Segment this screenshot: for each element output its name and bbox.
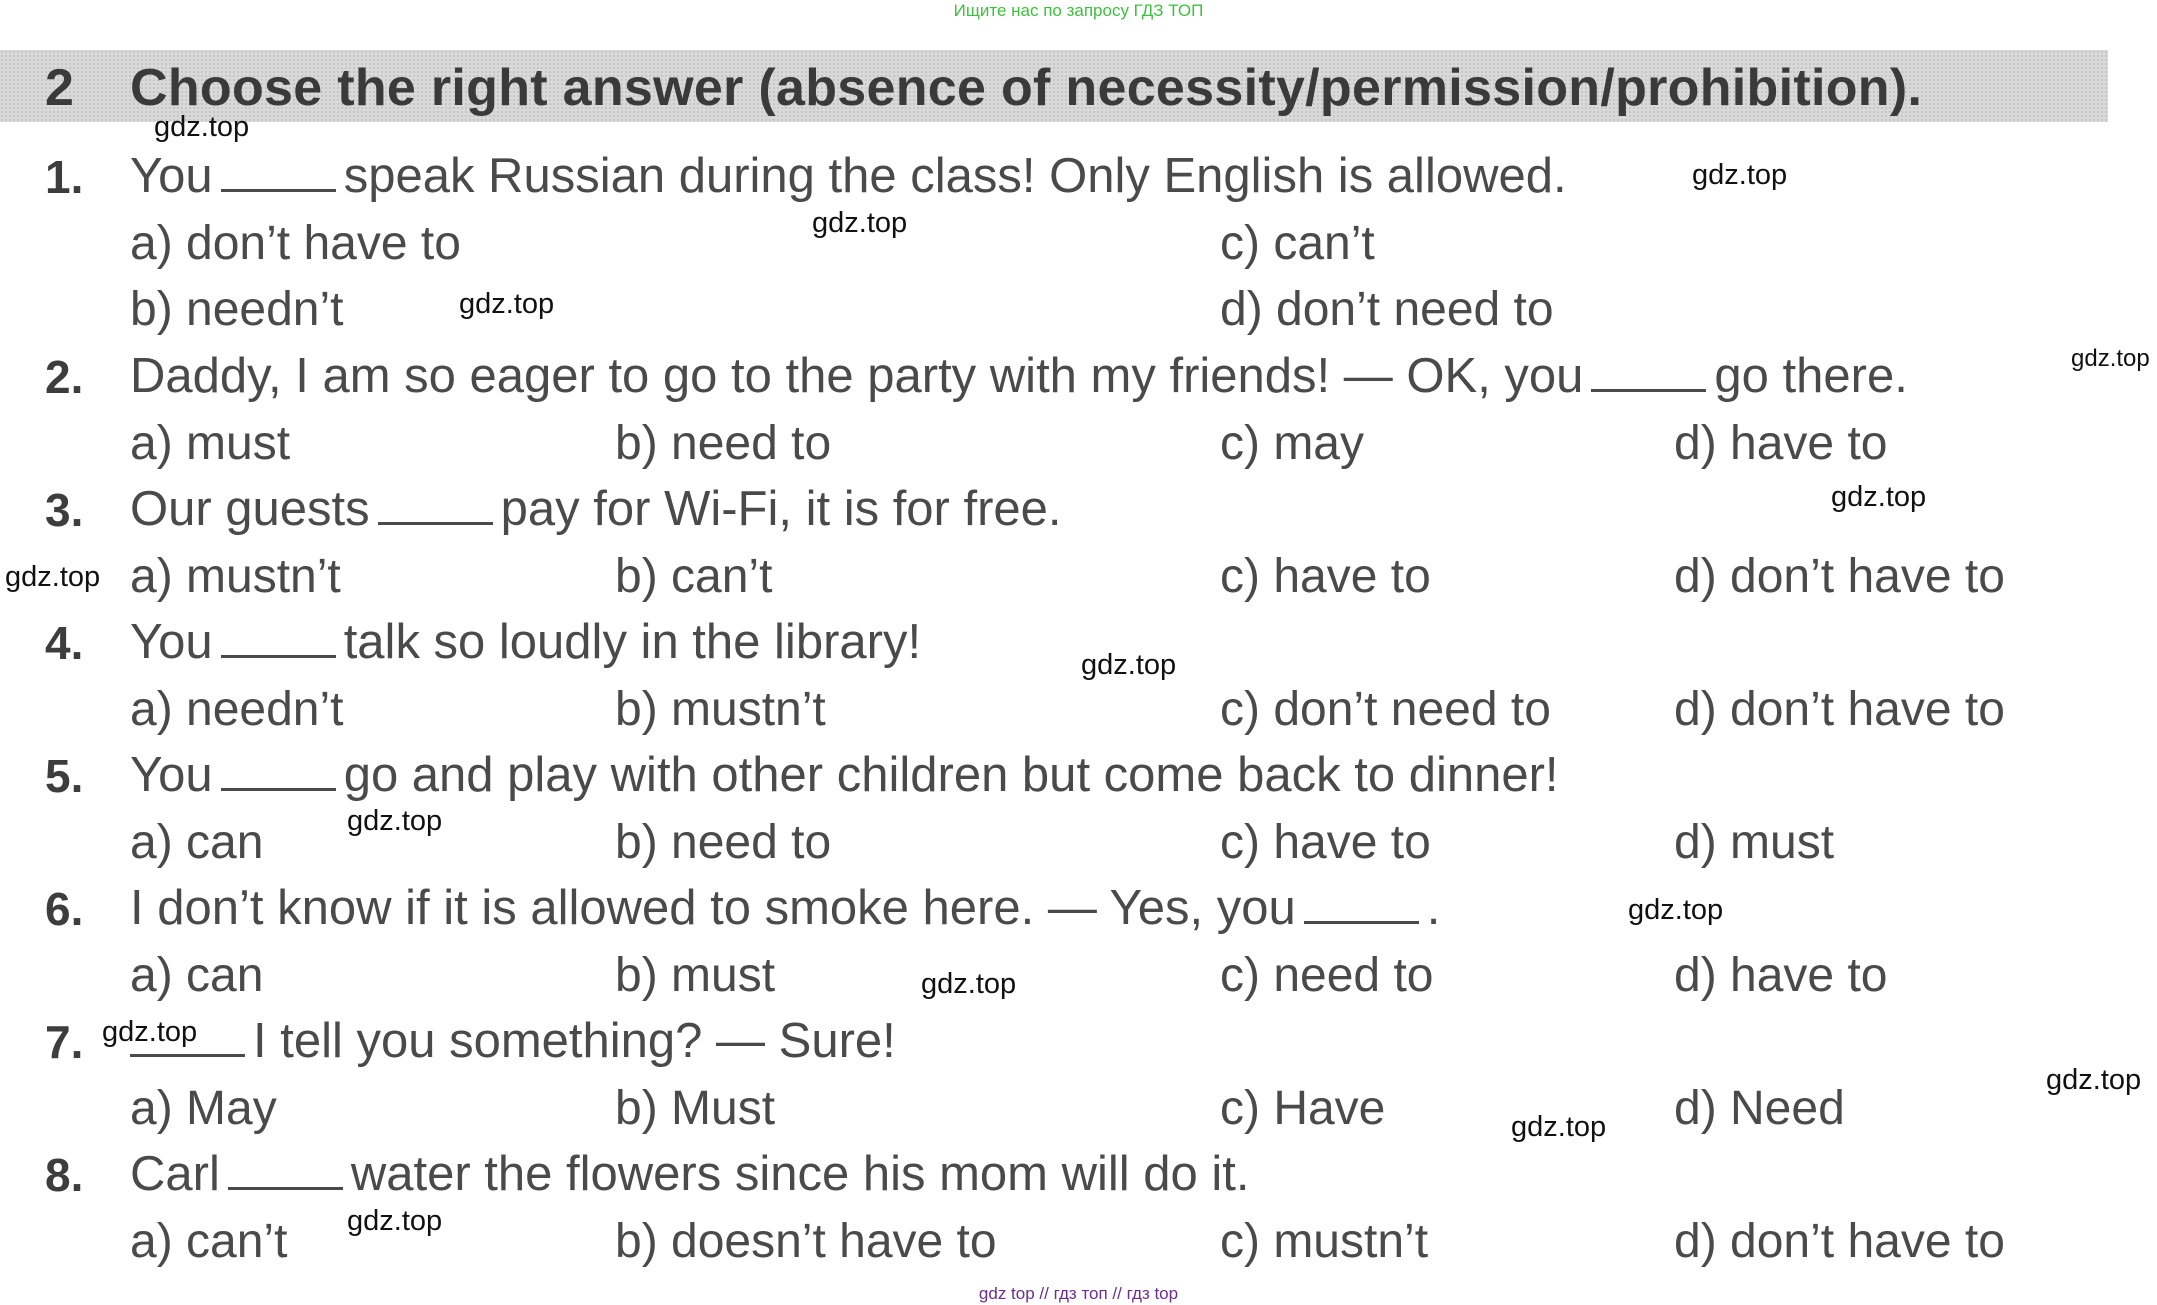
question-text-after: I tell you something? — Sure! <box>253 1014 896 1068</box>
option-a: a) don’t have to <box>130 217 461 270</box>
option-d: d) have to <box>1674 949 1888 1002</box>
question-text <box>130 614 921 670</box>
bottom-banner: gdz top // гдз топ // гдз top <box>978 1284 1179 1303</box>
watermark: gdz.top <box>812 207 908 239</box>
answer-blank <box>378 516 493 525</box>
question-number: 1. <box>45 151 84 203</box>
option-c: c) have to <box>1220 816 1431 869</box>
answer-blank <box>221 649 336 658</box>
option-c: c) Have <box>1220 1082 1386 1135</box>
watermark: gdz.top <box>2046 1064 2142 1096</box>
question-text-before: You <box>130 748 213 802</box>
watermark: gdz.top <box>459 288 555 320</box>
question-text-before: Daddy, I am so eager to go to the party with my friends! — OK, you <box>130 349 1584 403</box>
question-text-before: I don’t know if it is allowed to smoke here. — Yes, you <box>130 881 1296 935</box>
answer-blank <box>228 1181 343 1190</box>
option-b: b) doesn’t have to <box>615 1215 997 1268</box>
option-c: c) can’t <box>1220 217 1375 270</box>
question-text-before: You <box>130 149 213 203</box>
question-number: 3. <box>45 484 84 536</box>
watermark: gdz.top <box>1831 481 1927 513</box>
option-c: c) have to <box>1220 550 1431 603</box>
watermark: gdz.top <box>5 561 101 593</box>
option-a: a) May <box>130 1082 277 1135</box>
answer-blank <box>130 1048 245 1057</box>
question-text-before: You <box>130 615 213 669</box>
option-d: d) don’t have to <box>1674 550 2005 603</box>
question-text <box>130 747 1559 803</box>
option-a: a) mustn’t <box>130 550 341 603</box>
question-number: 7. <box>45 1016 84 1068</box>
option-d: d) don’t need to <box>1220 283 1554 336</box>
watermark: gdz.top <box>102 1016 198 1048</box>
question-number: 6. <box>45 883 84 935</box>
watermark: gdz.top <box>921 968 1017 1000</box>
option-c: c) don’t need to <box>1220 683 1551 736</box>
question-text <box>130 481 1062 537</box>
watermark: gdz.top <box>1692 159 1788 191</box>
option-b: b) need to <box>615 816 832 869</box>
option-c: c) need to <box>1220 949 1434 1002</box>
question-text <box>130 348 1908 404</box>
option-b: b) must <box>615 949 776 1002</box>
question-text <box>130 1146 1249 1202</box>
exercise-number: 2 <box>45 59 74 117</box>
option-b: b) Must <box>615 1082 776 1135</box>
watermark: gdz.top <box>1511 1111 1607 1143</box>
watermark: gdz.top <box>154 111 250 143</box>
option-a: a) needn’t <box>130 683 344 736</box>
option-d: d) don’t have to <box>1674 1215 2005 1268</box>
option-a: a) can <box>130 816 264 869</box>
watermark: gdz.top <box>2071 345 2150 372</box>
answer-blank <box>221 183 336 192</box>
watermark: gdz.top <box>1628 894 1724 926</box>
option-c: c) may <box>1220 417 1364 470</box>
watermark: gdz.top <box>347 1205 443 1237</box>
question-text-after: go and play with other children but come back to dinner! <box>343 748 1559 802</box>
option-b: b) can’t <box>615 550 773 603</box>
question-number: 8. <box>45 1149 84 1201</box>
option-a: a) can’t <box>130 1215 288 1268</box>
option-a: a) can <box>130 949 264 1002</box>
question-number: 4. <box>45 617 84 669</box>
answer-blank <box>1591 383 1706 392</box>
question-text-after: go there. <box>1714 349 1908 403</box>
question-text-after: talk so loudly in the library! <box>343 615 922 669</box>
option-d: d) don’t have to <box>1674 683 2005 736</box>
question-text <box>130 880 1440 936</box>
question-text <box>130 1013 896 1069</box>
question-text <box>130 148 1567 204</box>
option-d: d) Need <box>1674 1082 1845 1135</box>
question-number: 2. <box>45 351 84 403</box>
question-text-before: Our guests <box>130 482 370 536</box>
option-a: a) must <box>130 417 291 470</box>
option-b: b) needn’t <box>130 283 344 336</box>
option-c: c) mustn’t <box>1220 1215 1429 1268</box>
question-text-before: Carl <box>130 1147 220 1201</box>
question-text-after: . <box>1426 881 1441 935</box>
question-text-after: speak Russian during the class! Only English is allowed. <box>343 149 1567 203</box>
answer-blank <box>1304 915 1419 924</box>
question-number: 5. <box>45 750 84 802</box>
option-d: d) have to <box>1674 417 1888 470</box>
watermark: gdz.top <box>1081 649 1177 681</box>
watermark: gdz.top <box>347 805 443 837</box>
question-text-after: pay for Wi-Fi, it is for free. <box>500 482 1062 536</box>
answer-blank <box>221 782 336 791</box>
top-banner: Ищите нас по запросу ГДЗ ТОП <box>953 1 1204 20</box>
option-b: b) mustn’t <box>615 683 826 736</box>
question-text-after: water the flowers since his mom will do it. <box>350 1147 1250 1201</box>
option-b: b) need to <box>615 417 832 470</box>
exercise-title: Choose the right answer (absence of necessity/permission/prohibition). <box>130 59 1923 117</box>
option-d: d) must <box>1674 816 1835 869</box>
